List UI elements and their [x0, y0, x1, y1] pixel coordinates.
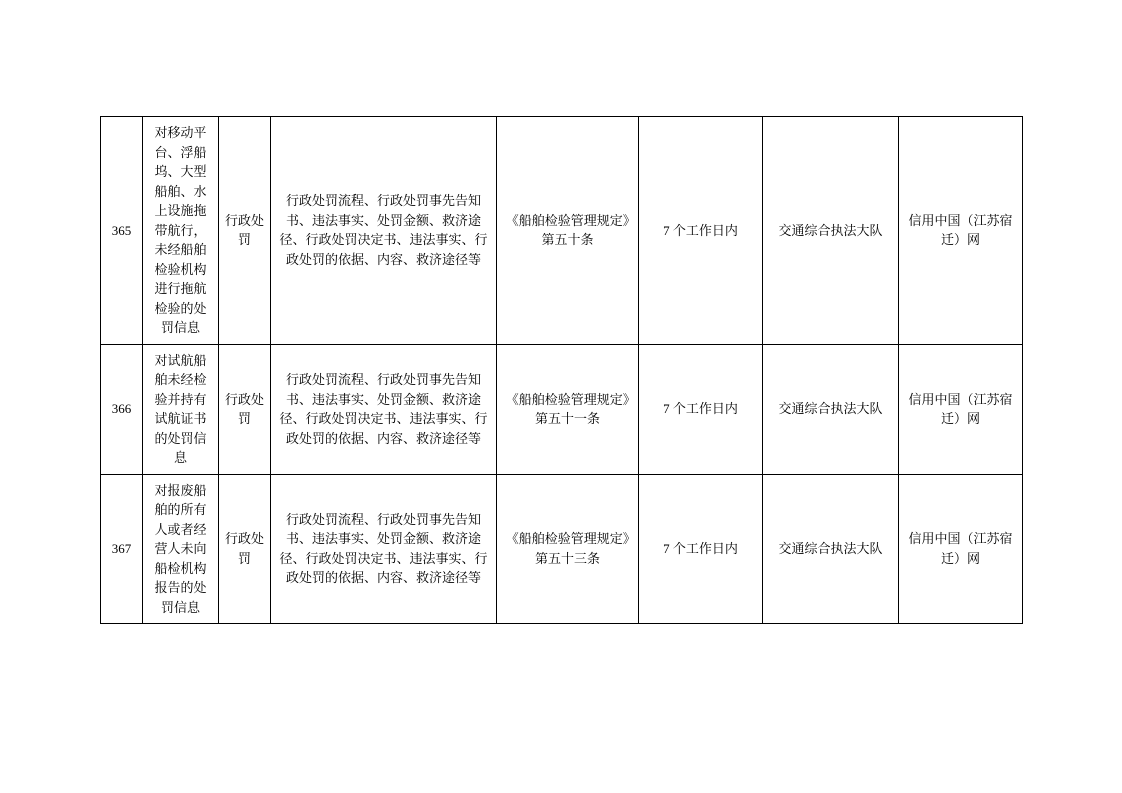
cell-department: 交通综合执法大队	[763, 344, 899, 474]
cell-item-name: 对试航船舶未经检验并持有试航证书的处罚信息	[143, 344, 219, 474]
information-disclosure-table	[100, 116, 1023, 624]
cell-index: 367	[101, 474, 143, 624]
table-row	[101, 474, 1023, 624]
cell-type: 行政处罚	[219, 344, 271, 474]
cell-period: 7 个工作日内	[639, 474, 763, 624]
table-row	[101, 344, 1023, 474]
cell-content: 行政处罚流程、行政处罚事先告知书、违法事实、处罚金额、救济途径、行政处罚决定书、违法事实、行政处罚的依据、内容、救济途径等	[271, 344, 497, 474]
cell-channel: 信用中国（江苏宿迁）网	[899, 474, 1023, 624]
cell-index: 365	[101, 117, 143, 345]
cell-type: 行政处罚	[219, 117, 271, 345]
table-row	[101, 117, 1023, 345]
cell-period: 7 个工作日内	[639, 344, 763, 474]
cell-period: 7 个工作日内	[639, 117, 763, 345]
cell-basis: 《船舶检验管理规定》第五十三条	[497, 474, 639, 624]
cell-content: 行政处罚流程、行政处罚事先告知书、违法事实、处罚金额、救济途径、行政处罚决定书、违法事实、行政处罚的依据、内容、救济途径等	[271, 474, 497, 624]
cell-index: 366	[101, 344, 143, 474]
cell-channel: 信用中国（江苏宿迁）网	[899, 117, 1023, 345]
table-container	[100, 116, 1022, 624]
cell-basis: 《船舶检验管理规定》第五十条	[497, 117, 639, 345]
cell-item-name: 对报废船舶的所有人或者经营人未向船检机构报告的处罚信息	[143, 474, 219, 624]
cell-type: 行政处罚	[219, 474, 271, 624]
cell-basis: 《船舶检验管理规定》第五十一条	[497, 344, 639, 474]
cell-channel: 信用中国（江苏宿迁）网	[899, 344, 1023, 474]
cell-department: 交通综合执法大队	[763, 474, 899, 624]
cell-item-name: 对移动平台、浮船坞、大型船舶、水上设施拖带航行，未经船舶检验机构进行拖航检验的处罚信息	[143, 117, 219, 345]
cell-content: 行政处罚流程、行政处罚事先告知书、违法事实、处罚金额、救济途径、行政处罚决定书、违法事实、行政处罚的依据、内容、救济途径等	[271, 117, 497, 345]
cell-department: 交通综合执法大队	[763, 117, 899, 345]
